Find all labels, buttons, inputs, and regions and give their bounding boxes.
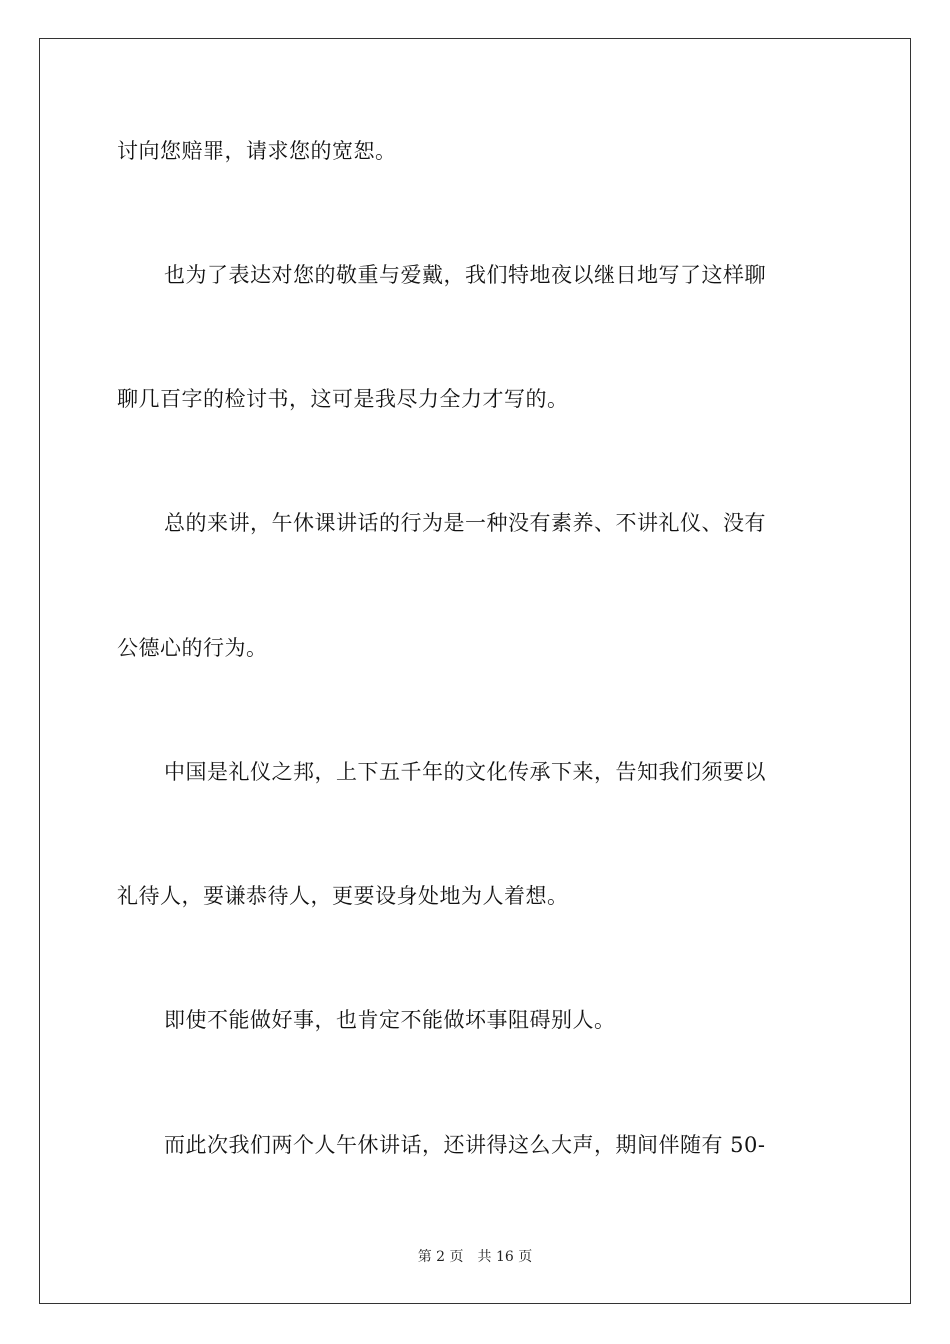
text-line-3: 聊几百字的检讨书，这可是我尽力全力才写的。 (117, 387, 569, 411)
total-pages: 共 16 页 (477, 1249, 533, 1265)
page-footer (0, 1246, 950, 1266)
text-line-9: 而此次我们两个人午休讲话，还讲得这么大声，期间伴随有 50- (164, 1133, 766, 1157)
text-line-2: 也为了表达对您的敬重与爱戴，我们特地夜以继日地写了这样聊 (164, 263, 766, 287)
page-number: 第 2 页 (417, 1249, 464, 1265)
text-line-8: 即使不能做好事，也肯定不能做坏事阻碍别人。 (164, 1008, 616, 1032)
text-line-7: 礼待人，要谦恭待人，更要设身处地为人着想。 (117, 884, 569, 908)
page-border (39, 38, 911, 1304)
text-line-1: 讨向您赔罪，请求您的宽恕。 (117, 139, 397, 163)
text-line-5: 公德心的行为。 (117, 636, 268, 660)
text-line-6: 中国是礼仪之邦，上下五千年的文化传承下来，告知我们须要以 (164, 760, 766, 784)
text-line-4: 总的来讲，午休课讲话的行为是一种没有素养、不讲礼仪、没有 (164, 511, 766, 535)
